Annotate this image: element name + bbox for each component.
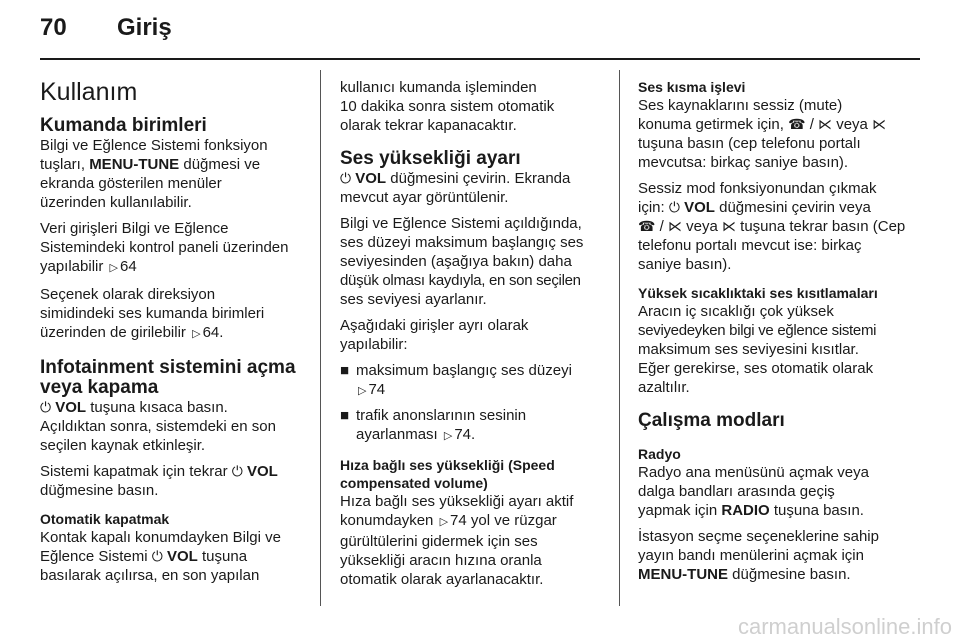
list-item: ■ trafik anonslarının sesinin ayarlanması ▷ 74. xyxy=(340,407,527,443)
paragraph: Radyo ana menüsünü açmak veya dalga bandları arasında geçiş yapmak için RADIO tuşuna basın. xyxy=(638,464,869,519)
page-header xyxy=(40,14,920,54)
mute-icon: ⋉ xyxy=(667,218,682,234)
power-icon: ⏻ xyxy=(668,199,680,215)
paragraph: Seçenek olarak direksiyon simidindeki ses kumanda birimleri üzerinden de girilebilir ▷ 64. xyxy=(40,286,265,341)
bullet-icon: ■ xyxy=(340,407,350,424)
mute-icon: ⋉ xyxy=(722,218,736,234)
heading-otomatik: Otomatik kapatmak xyxy=(40,511,170,527)
page-ref-arrow-icon: ▷ xyxy=(192,328,201,340)
heading-hiza-bagli: Hıza bağlı ses yüksekliği (Speed compensated volume) xyxy=(340,457,555,491)
paragraph: Aşağıdaki girişler ayrı olarak yapılabilir: xyxy=(340,317,529,353)
heading-radyo: Radyo xyxy=(638,446,681,462)
page-ref[interactable]: 64. xyxy=(202,324,224,341)
paragraph: Hıza bağlı ses yüksekliği ayarı aktif konumdayken ▷ 74 yol ve rüzgar gürültülerini gidermek için ses yüksekliği aracın hızına oranla otomatik olarak ayarlanacaktır. xyxy=(340,493,574,588)
paragraph: Aracın iç sıcaklığı çok yüksek seviyedeyken bilgi ve eğlence sistemi maksimum ses seviyesini kısıtlar. Eğer gerekirse, ses otomatik olarak azaltılır. xyxy=(638,303,877,396)
power-icon: ⏻ xyxy=(231,463,243,479)
section-title: Kullanım xyxy=(40,78,138,106)
watermark: carmanualsonline.info xyxy=(737,614,952,639)
paragraph: kullanıcı kumanda işleminden 10 dakika sonra sistem otomatik olarak tekrar kapanacaktır. xyxy=(340,79,555,134)
column-2 xyxy=(340,78,604,596)
power-icon: ⏻ xyxy=(40,399,52,415)
heading-ses-yuksekligi: Ses yüksekliği ayarı xyxy=(340,148,521,169)
heading-calisma-modlari: Çalışma modları xyxy=(638,410,785,431)
mute-icon: ⋉ xyxy=(818,116,833,132)
phone-icon: ☎ xyxy=(788,116,806,132)
column-3 xyxy=(638,78,920,591)
heading-infotainment: Infotainment sistemini açma veya kapama xyxy=(40,357,296,398)
paragraph: Bilgi ve Eğlence Sistemi açıldığında, ses düzeyi maksimum başlangıç ses seviyesinden (aşağıya bakın) daha düşük olması kaydıyla, en son seçilen ses seviyesi ayarlanır. xyxy=(340,215,584,308)
page-ref[interactable]: 64 xyxy=(120,258,137,275)
paragraph: Bilgi ve Eğlence Sistemi fonksiyon tuşları, MENU-TUNE düğmesi ve ekranda gösterilen menüler üzerinden kullanılabilir. xyxy=(40,137,268,211)
power-icon: ⏻ xyxy=(151,548,163,564)
page-ref-arrow-icon: ▷ xyxy=(358,385,367,397)
column-1 xyxy=(40,78,308,592)
page-ref[interactable]: 74 xyxy=(450,512,467,529)
paragraph: Veri girişleri Bilgi ve Eğlence Sistemindeki kontrol paneli üzerinden yapılabilir ▷ 64 xyxy=(40,220,289,275)
heading-ses-kisma: Ses kısma işlevi xyxy=(638,79,746,95)
page-ref-arrow-icon: ▷ xyxy=(109,262,119,274)
paragraph: Kontak kapalı konumdayken Bilgi ve Eğlence Sistemi ⏻ VOL tuşuna basılarak açılırsa, en son yapılan xyxy=(40,529,281,584)
header-rule xyxy=(40,58,920,60)
paragraph: İstasyon seçme seçeneklerine sahip yayın bandı menülerini açmak için MENU-TUNE düğmesine basın. xyxy=(638,528,879,583)
phone-icon: ☎ xyxy=(638,218,656,234)
list-item: ■ maksimum başlangıç ses düzeyi ▷ 74 xyxy=(340,362,572,398)
mute-icon: ⋉ xyxy=(872,116,887,132)
paragraph: ⏻ VOL tuşuna kısaca basın. Açıldıktan sonra, sistemdeki en son seçilen kaynak etkinleşir. xyxy=(40,399,276,454)
page-ref-arrow-icon: ▷ xyxy=(439,516,449,528)
paragraph: Sistemi kapatmak için tekrar ⏻ VOL düğmesine basın. xyxy=(40,463,278,499)
page-ref[interactable]: 74. xyxy=(454,426,476,443)
paragraph: Sessiz mod fonksiyonundan çıkmak için: ⏻ VOL düğmesini çevirin veya ☎ / ⋉ veya ⋉ tuşuna tekrar basın (Cep telefonu portalı mevcut ise: birkaç saniye basın). xyxy=(638,180,906,273)
chapter-title: Giriş xyxy=(117,14,172,41)
page-number: 70 xyxy=(40,14,67,41)
column-divider-1 xyxy=(320,70,321,606)
page-ref[interactable]: 74 xyxy=(368,381,386,398)
page-ref-arrow-icon: ▷ xyxy=(443,430,453,442)
paragraph: Ses kaynaklarını sessiz (mute) konuma getirmek için, ☎ / ⋉ veya ⋉ tuşuna basın (cep telefonu portalı mevcutsa: birkaç saniye basın). xyxy=(638,97,887,171)
power-icon: ⏻ xyxy=(340,170,352,186)
heading-kumanda: Kumanda birimleri xyxy=(40,115,207,136)
heading-yuksek-sicaklik: Yüksek sıcaklıktaki ses kısıtlamaları xyxy=(638,285,878,301)
column-divider-2 xyxy=(619,70,620,606)
list xyxy=(340,361,604,446)
paragraph: ⏻ VOL düğmesini çevirin. Ekranda mevcut ayar görüntülenir. xyxy=(340,170,571,206)
bullet-icon: ■ xyxy=(340,362,350,379)
